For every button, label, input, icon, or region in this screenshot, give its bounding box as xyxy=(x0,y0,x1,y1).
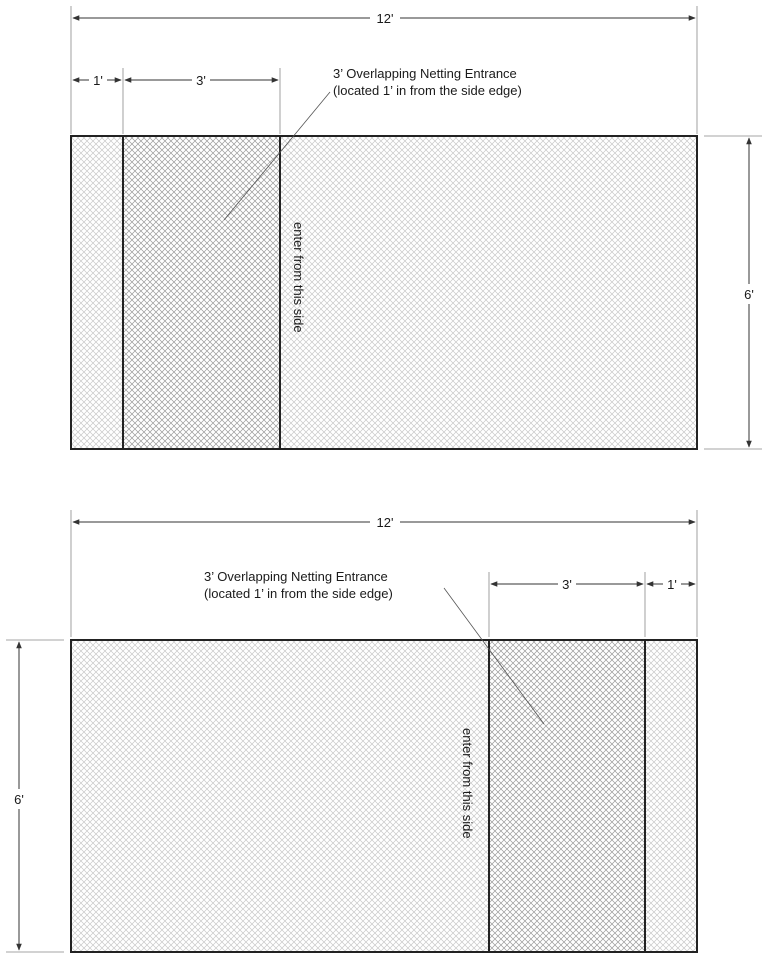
top-height-label: 6' xyxy=(744,287,754,302)
bottom-height-label: 6' xyxy=(14,792,24,807)
top-width-label: 12' xyxy=(376,11,394,26)
bottom-entrance-label-line1: 3’ Overlapping Netting Entrance xyxy=(204,569,388,584)
top-entrance-label-line1: 3’ Overlapping Netting Entrance xyxy=(333,66,517,81)
top-entrance-width-label: 3' xyxy=(196,73,206,88)
bottom-entrance-overlap xyxy=(489,640,645,952)
bottom-entrance-width-label: 3' xyxy=(562,577,572,592)
bottom-entrance-label-line2: (located 1’ in from the side edge) xyxy=(204,586,393,601)
top-diagram xyxy=(71,6,762,449)
top-entrance-overlap xyxy=(123,136,280,449)
bottom-offset-label: 1' xyxy=(667,577,677,592)
bottom-width-label: 12' xyxy=(376,515,394,530)
top-entrance-label-line2: (located 1’ in from the side edge) xyxy=(333,83,522,98)
top-offset-label: 1' xyxy=(93,73,103,88)
bottom-side-label: enter from this side xyxy=(460,728,475,839)
bottom-diagram xyxy=(6,510,697,952)
top-side-label: enter from this side xyxy=(291,222,306,333)
